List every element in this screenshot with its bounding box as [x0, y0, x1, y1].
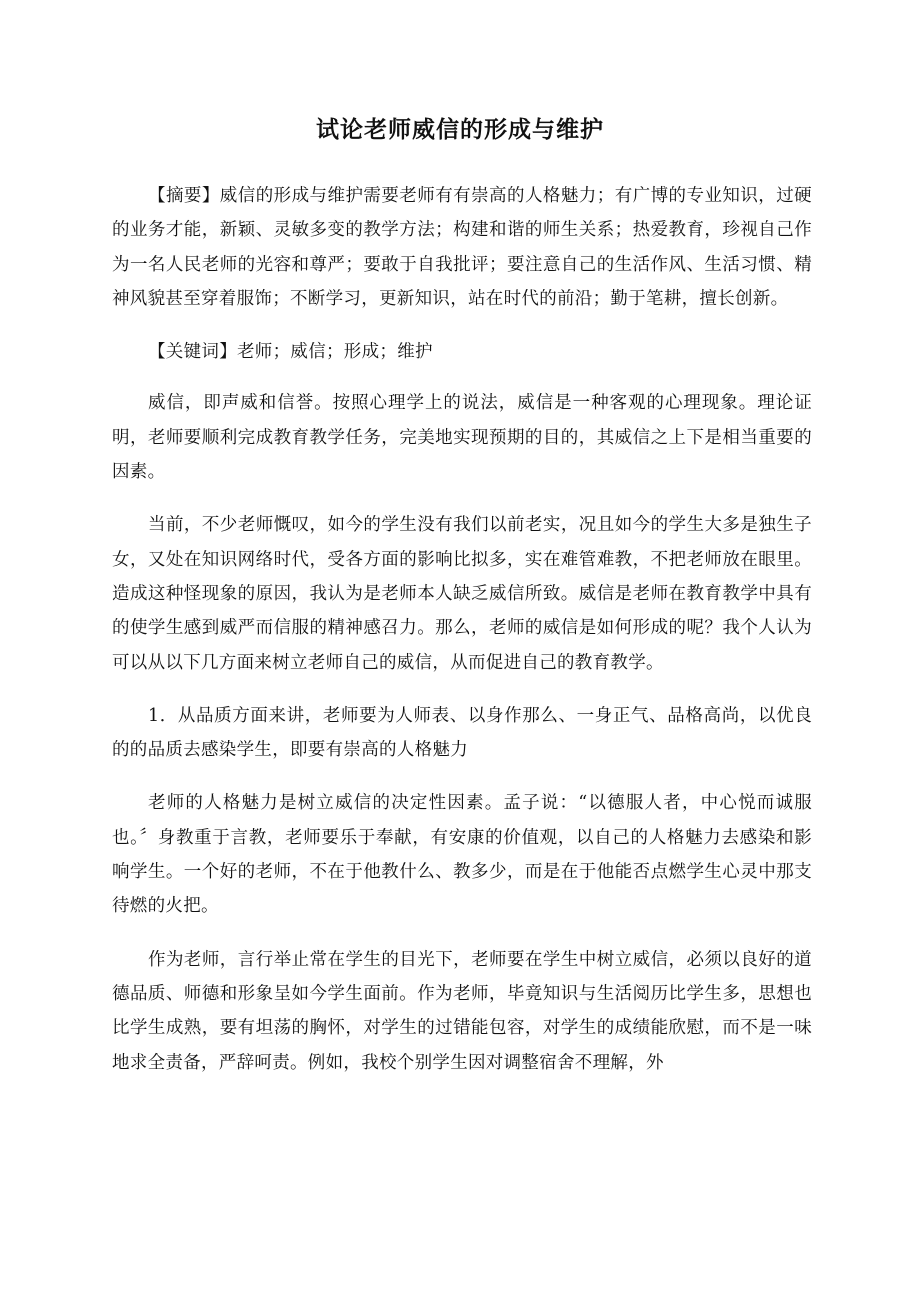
abstract-paragraph: 【摘要】威信的形成与维护需要老师有有崇高的人格魅力；有广博的专业知识，过硬的业务才能，新颖、灵敏多变的教学方法；构建和谐的师生关系；热爱教育，珍视自己作为一名人民老师的光容和尊严；要敢于自我批评；要注意自己的生活作风、生活习惯、精神风貌甚至穿着服饰；不断学习，更新知识，站在时代的前沿；勤于笔耕，擅长创新。 — [112, 186, 812, 309]
body-paragraph: 作为老师，言行举止常在学生的目光下，老师要在学生中树立威信，必须以良好的道德品质、师德和形象呈如今学生面前。作为老师，毕竟知识与生活阅历比学生多，思想也比学生成熟，要有坦荡的胸怀，对学生的过错能包容，对学生的成绩能欣慰，而不是一味地求全责备，严辞呵责。例如，我校个别学生因对调整宿舍不理解，外 — [112, 949, 812, 1073]
document-title: 试论老师威信的形成与维护 — [316, 116, 604, 143]
section-heading-paragraph: 1．从品质方面来讲，老师要为人师表、以身作那么、一身正气、品格高尚，以优良的的品质去感染学生，即要有崇高的人格魅力 — [112, 705, 812, 761]
body-paragraph: 老师的人格魅力是树立威信的决定性因素。孟子说：“以德服人者，中心悦而诚服也。〞身教重于言教，老师要乐于奉献，有安康的价值观，以自己的人格魅力去感染和影响学生。一个好的老师，不在于他教什么、教多少，而是在于他能否点燃学生心灵中那支待燃的火把。 — [112, 793, 812, 917]
keywords-paragraph: 【关键词】老师；威信；形成；维护 — [148, 342, 433, 363]
body-paragraph: 威信，即声威和信誉。按照心理学上的说法，威信是一种客观的心理现象。理论证明，老师要顺利完成教育教学任务，完美地实现预期的目的，其威信之上下是相当重要的因素。 — [112, 393, 812, 483]
document-body — [112, 179, 812, 1099]
body-paragraph: 当前，不少老师慨叹，如今的学生没有我们以前老实，况且如今的学生大多是独生子女，又处在知识网络时代，受各方面的影响比拟多，实在难管难教，不把老师放在眼里。造成这种怪现象的原因，我认为是老师本人缺乏威信所致。威信是老师在教育教学中具有的使学生感到威严而信服的精神感召力。那么，老师的威信是如何形成的呢？我个人认为可以从以下几方面来树立老师自己的威信，从而促进自己的教育教学。 — [112, 515, 812, 673]
